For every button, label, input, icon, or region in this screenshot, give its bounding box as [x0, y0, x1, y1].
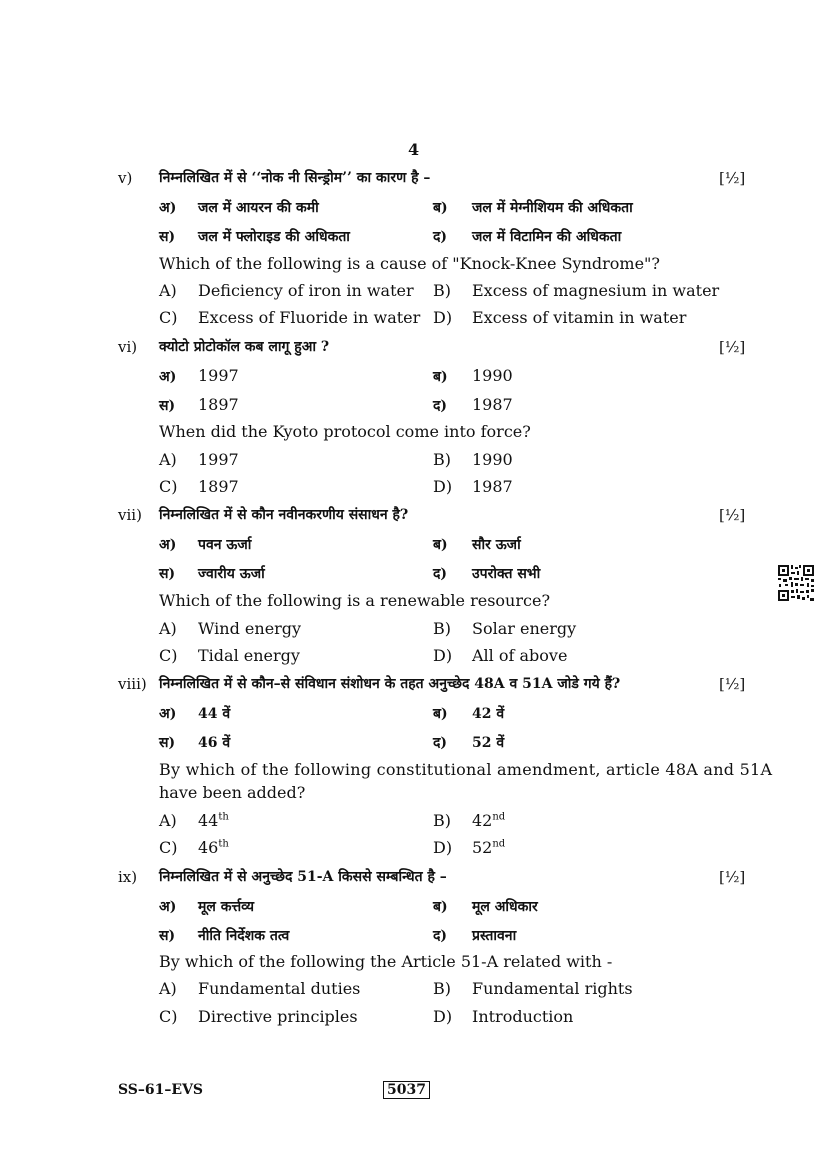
option-text: Fundamental duties — [198, 979, 361, 998]
option-label: D) — [433, 646, 453, 665]
option-text: 52 वें — [472, 735, 505, 751]
question-english: When did the Kyoto protocol come into force? — [159, 422, 531, 441]
option-label: द) — [433, 735, 448, 751]
option-text: सौर ऊर्जा — [472, 537, 521, 553]
option-text: 1990 — [472, 366, 513, 385]
option-text: प्रस्तावना — [472, 928, 517, 944]
option-label: D) — [433, 838, 453, 857]
option-text: Introduction — [472, 1007, 574, 1026]
option-text: 44th — [198, 811, 229, 830]
option-label: अ) — [159, 369, 177, 385]
paper-code: SS–61–EVS — [118, 1082, 204, 1098]
option-text: 1897 — [198, 477, 239, 496]
option-text: Excess of vitamin in water — [472, 308, 687, 327]
question-english: have been added? — [159, 783, 306, 802]
question-number: viii) — [118, 675, 147, 693]
qr-code-icon — [777, 564, 815, 602]
option-label: C) — [159, 477, 178, 496]
option-text: 46 वें — [198, 735, 231, 751]
option-label: C) — [159, 838, 178, 857]
option-label: A) — [159, 281, 177, 300]
option-label: द) — [433, 398, 448, 414]
question-english: Which of the following is a cause of "Knock-Knee Syndrome"? — [159, 254, 660, 273]
option-label: B) — [433, 619, 451, 638]
option-label: स) — [159, 229, 176, 245]
option-text: 42 वें — [472, 706, 505, 722]
question-english: By which of the following constitutional amendment, article 48A and 51A — [159, 760, 773, 779]
marks: [½] — [719, 675, 746, 693]
option-label: द) — [433, 928, 448, 944]
option-text: Solar energy — [472, 619, 577, 638]
option-label: अ) — [159, 899, 177, 915]
option-text: जल में आयरन की कमी — [198, 200, 319, 216]
option-label: B) — [433, 811, 451, 830]
option-text: 52nd — [472, 838, 506, 857]
option-label: C) — [159, 646, 178, 665]
option-text: 1997 — [198, 366, 239, 385]
option-label: C) — [159, 308, 178, 327]
question-hindi: निम्नलिखित में से अनुच्छेद 51-A किससे सम्बन्धित है – — [159, 869, 447, 885]
option-text: Wind energy — [198, 619, 302, 638]
question-hindi: निम्नलिखित में से ‘‘नोक नी सिन्ड्रोम’’ का कारण है – — [159, 170, 431, 186]
question-number: ix) — [118, 868, 138, 886]
question-number: vii) — [118, 506, 142, 524]
option-text: 1987 — [472, 395, 513, 414]
option-label: A) — [159, 979, 177, 998]
option-text: 1997 — [198, 450, 239, 469]
question-hindi: निम्नलिखित में से कौन नवीनकरणीय संसाधन है? — [159, 507, 409, 523]
option-text: जल में मेग्नीशियम की अधिकता — [472, 200, 633, 216]
option-text: Fundamental rights — [472, 979, 633, 998]
question-hindi: निम्नलिखित में से कौन–से संविधान संशोधन के तहत अनुच्छेद 48A व 51A जोडे गये हैं? — [159, 676, 621, 692]
option-text: मूल अधिकार — [472, 899, 538, 915]
option-text: Excess of Fluoride in water — [198, 308, 421, 327]
marks: [½] — [719, 506, 746, 524]
option-label: ब) — [433, 537, 448, 553]
option-text: 1990 — [472, 450, 513, 469]
option-label: A) — [159, 619, 177, 638]
option-label: B) — [433, 450, 451, 469]
option-label: अ) — [159, 200, 177, 216]
option-text: मूल कर्त्तव्य — [198, 899, 255, 915]
option-text: ज्वारीय ऊर्जा — [198, 566, 265, 582]
option-text: 44 वें — [198, 706, 231, 722]
option-label: ब) — [433, 200, 448, 216]
option-label: स) — [159, 928, 176, 944]
marks: [½] — [719, 169, 746, 187]
option-label: ब) — [433, 899, 448, 915]
option-text: उपरोक्त सभी — [472, 566, 541, 582]
page-code-box: 5037 — [383, 1081, 430, 1099]
option-label: A) — [159, 811, 177, 830]
option-text: Excess of magnesium in water — [472, 281, 720, 300]
option-text: All of above — [472, 646, 568, 665]
option-label: ब) — [433, 369, 448, 385]
option-text: Directive principles — [198, 1007, 358, 1026]
option-text: 42nd — [472, 811, 506, 830]
option-label: D) — [433, 1007, 453, 1026]
option-label: स) — [159, 398, 176, 414]
option-text: 1897 — [198, 395, 239, 414]
question-english: Which of the following is a renewable resource? — [159, 591, 551, 610]
marks: [½] — [719, 338, 746, 356]
option-label: B) — [433, 281, 451, 300]
question-number: vi) — [118, 338, 138, 356]
option-text: जल में विटामिन की अधिकता — [472, 229, 622, 245]
option-label: स) — [159, 735, 176, 751]
option-label: द) — [433, 566, 448, 582]
option-label: D) — [433, 477, 453, 496]
option-label: अ) — [159, 537, 177, 553]
question-hindi: क्योटो प्रोटोकॉल कब लागू हुआ ? — [159, 339, 330, 355]
page-number: 4 — [408, 140, 420, 159]
option-text: पवन ऊर्जा — [198, 537, 252, 553]
option-label: D) — [433, 308, 453, 327]
question-english: By which of the following the Article 51-A related with - — [159, 952, 613, 971]
option-text: 1987 — [472, 477, 513, 496]
marks: [½] — [719, 868, 746, 886]
option-text: Deficiency of iron in water — [198, 281, 414, 300]
option-label: B) — [433, 979, 451, 998]
option-text: 46th — [198, 838, 229, 857]
option-text: Tidal energy — [198, 646, 300, 665]
option-label: ब) — [433, 706, 448, 722]
option-label: C) — [159, 1007, 178, 1026]
option-text: जल में फ्लोराइड की अधिकता — [198, 229, 350, 245]
option-label: A) — [159, 450, 177, 469]
option-text: नीति निर्देशक तत्व — [198, 928, 290, 944]
option-label: अ) — [159, 706, 177, 722]
question-number: v) — [118, 169, 133, 187]
option-label: स) — [159, 566, 176, 582]
option-label: द) — [433, 229, 448, 245]
